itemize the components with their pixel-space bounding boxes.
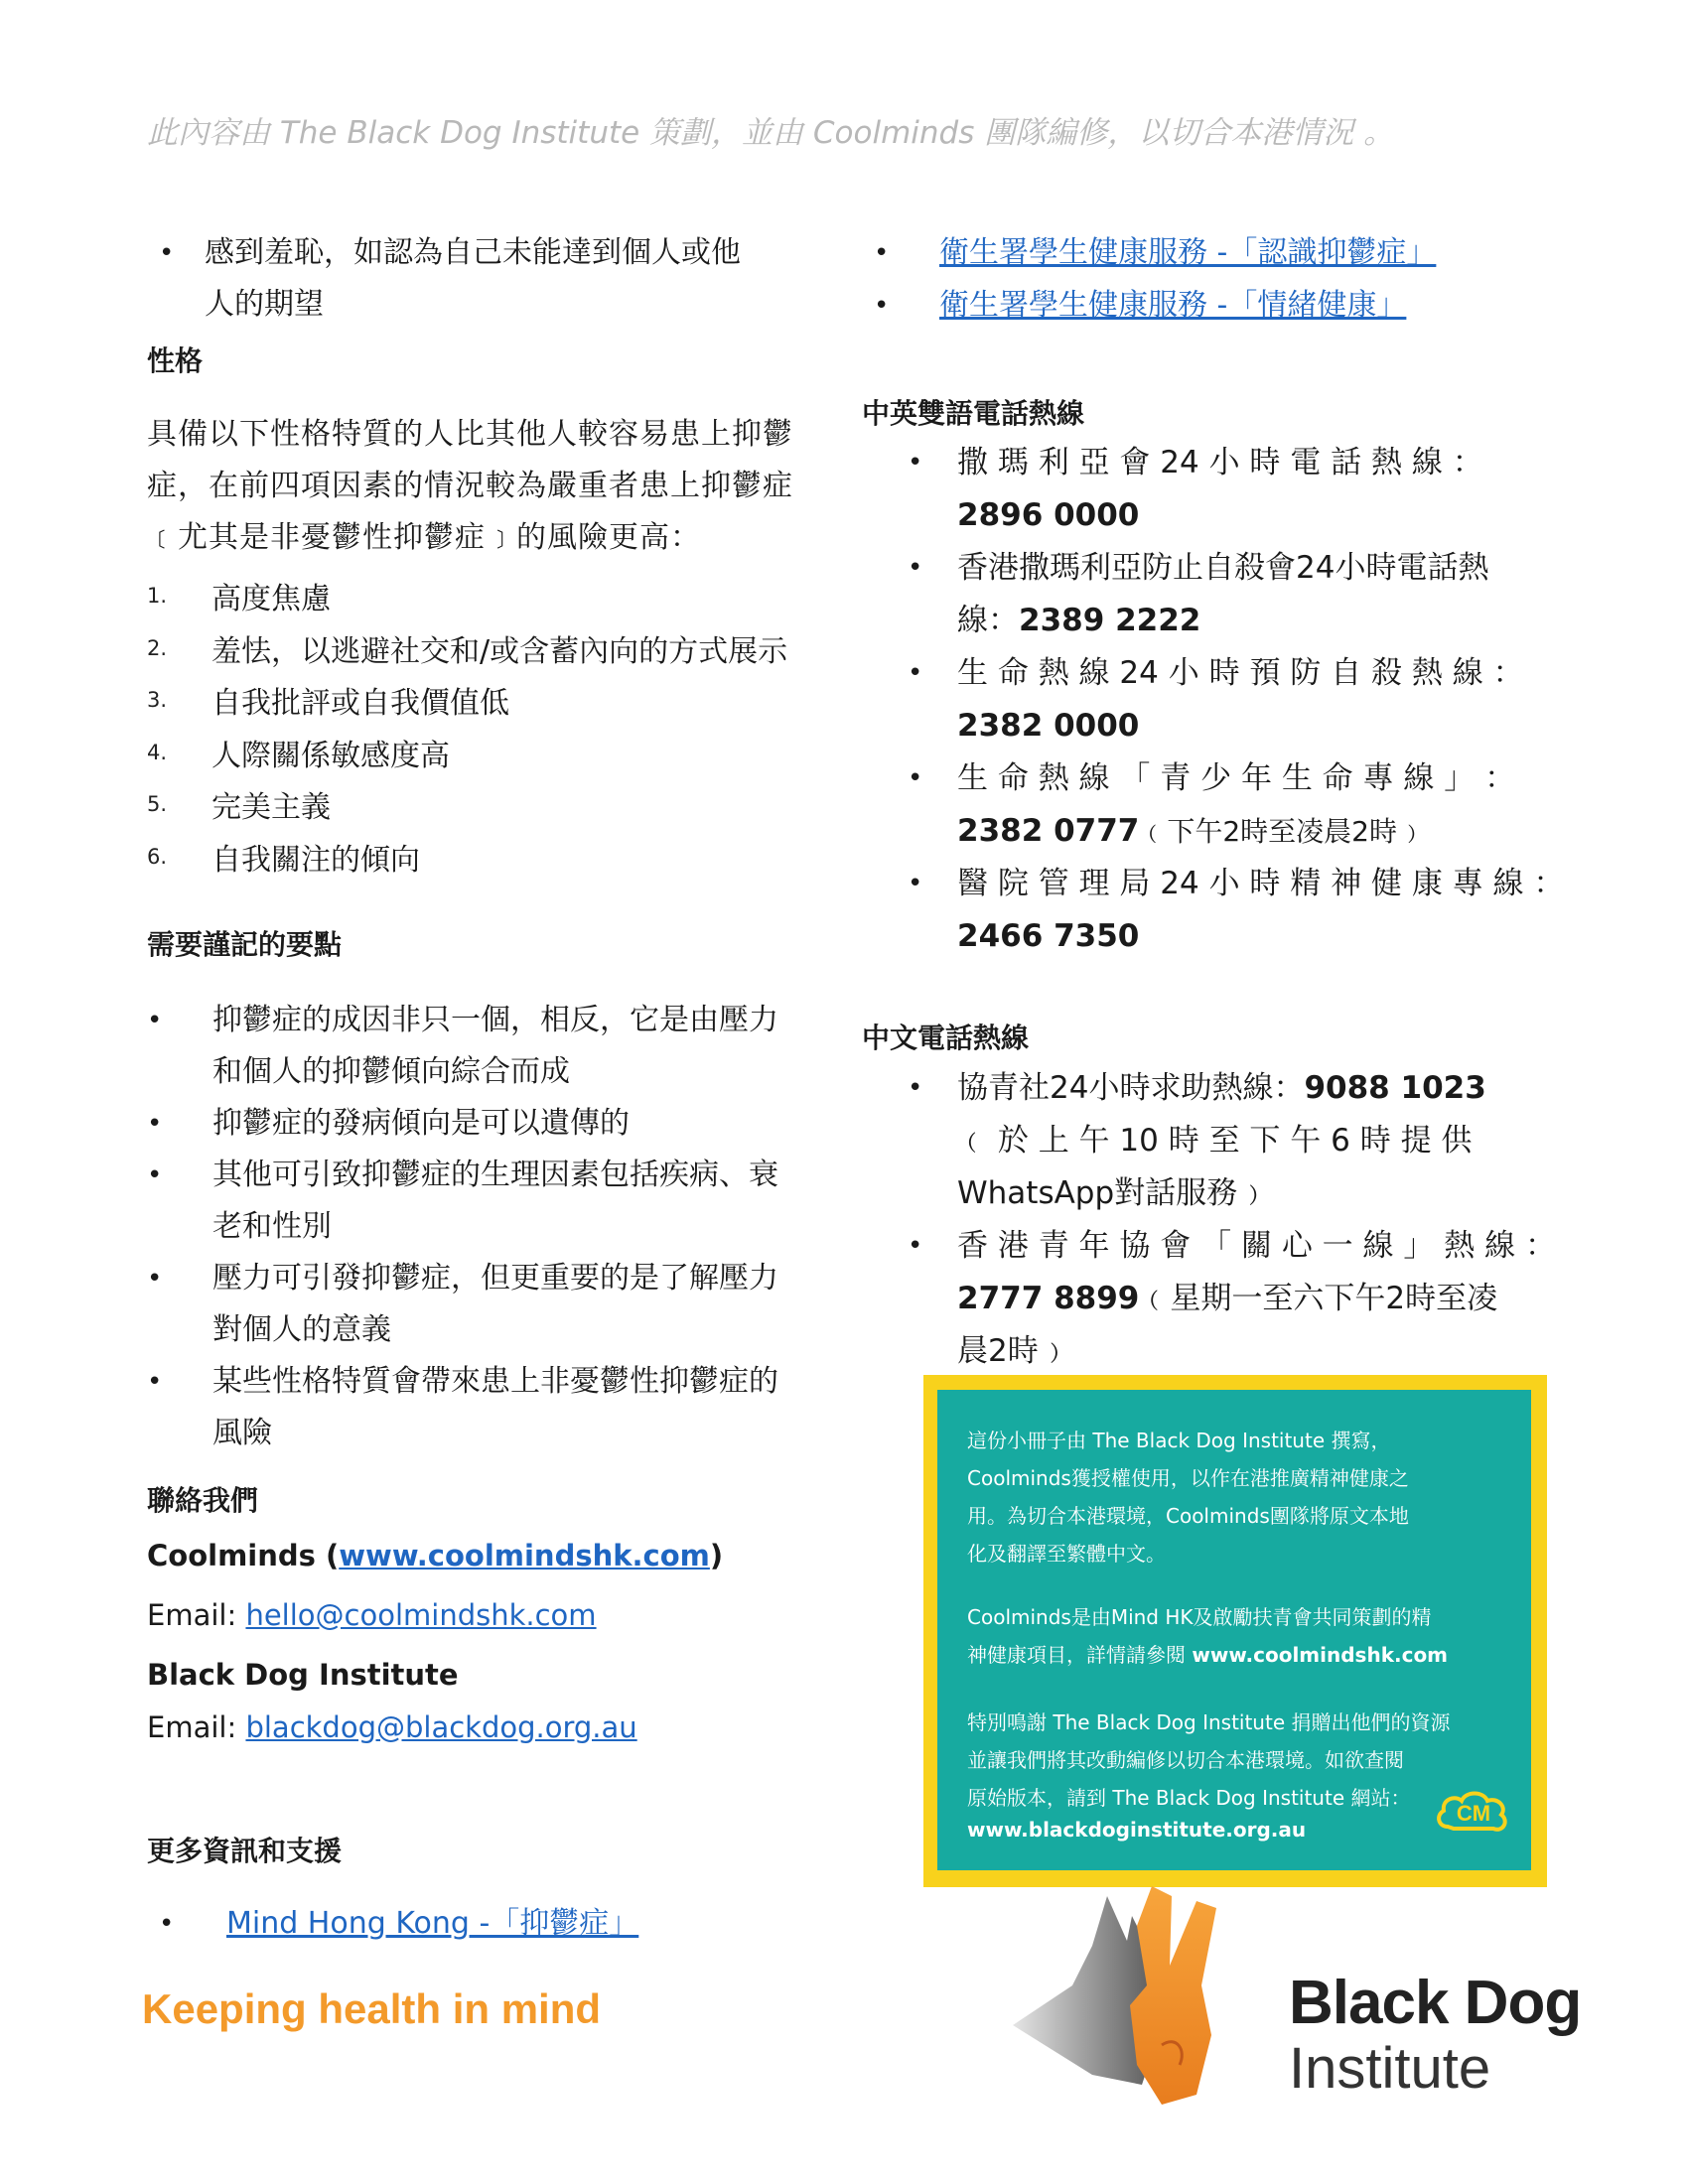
hotline-number: 9088 1023 xyxy=(1304,1070,1486,1106)
bullet-icon: • xyxy=(147,1367,163,1397)
hotline-name: 撒 瑪 利 亞 會 24 小 時 電 話 熱 線 ： xyxy=(957,445,1483,480)
list-number: 1. xyxy=(147,584,168,608)
box-line: 並讓我們將其改動編修以切合本港環境。如欲查閱 xyxy=(967,1748,1404,1772)
list-item-continuation: 對個人的意義 xyxy=(212,1312,391,1347)
coolminds-email-link[interactable]: hello@coolmindshk.com xyxy=(245,1598,597,1632)
hotline-number-row xyxy=(957,1273,1497,1325)
hotline-note: ﹙ 於 上 午 10 時 至 下 午 6 時 提 供 xyxy=(957,1123,1473,1159)
box-line: Coolminds獲授權使用，以作在港推廣精神健康之 xyxy=(967,1466,1409,1490)
section-heading-bilingual-hotlines: 中英雙語電話熱線 xyxy=(862,397,1085,430)
bdi-label xyxy=(147,1658,459,1692)
email-label: Email: xyxy=(147,1710,246,1744)
list-item-text: 高度焦慮 xyxy=(211,582,331,616)
box-line xyxy=(967,1811,1306,1848)
box-line: Coolminds是由Mind HK及啟勵扶青會共同策劃的精 xyxy=(967,1605,1432,1629)
list-item-continuation: 人的期望 xyxy=(205,287,324,322)
list-number: 5. xyxy=(147,792,168,816)
box-bdi-url[interactable]: www.blackdoginstitute.org.au xyxy=(967,1818,1307,1842)
list-item-continuation: 老和性別 xyxy=(212,1209,332,1244)
bullet-icon: • xyxy=(874,291,890,321)
bullet-icon: • xyxy=(908,869,923,898)
section-heading-chinese-hotlines: 中文電話熱線 xyxy=(862,1022,1030,1054)
bullet-icon: • xyxy=(159,238,175,268)
bdi-email-row xyxy=(147,1710,637,1744)
hotline-note: WhatsApp對話服務﹚ xyxy=(957,1175,1269,1211)
paragraph-line: ﹝尤其是非憂鬱性抑鬱症﹞的風險更高： xyxy=(147,520,701,555)
hotline-number-row xyxy=(957,595,1200,647)
list-item-continuation: 和個人的抑鬱傾向綜合而成 xyxy=(212,1054,570,1089)
bullet-icon: • xyxy=(147,1264,163,1294)
list-item-text: 某些性格特質會帶來患上非憂鬱性抑鬱症的 xyxy=(212,1364,778,1399)
hotline-number: 2777 8899 xyxy=(957,1281,1140,1316)
box-text: 神健康項目，詳情請參閱 xyxy=(967,1643,1193,1667)
bullet-icon: • xyxy=(908,1231,923,1261)
list-item-text: 自我關注的傾向 xyxy=(211,843,420,878)
box-line: 原始版本，請到 The Black Dog Institute 網站： xyxy=(967,1786,1411,1810)
hotline-number: 2896 0000 xyxy=(957,497,1140,533)
box-line: 特別鳴謝 The Black Dog Institute 捐贈出他們的資源 xyxy=(967,1710,1451,1734)
list-item-text: 自我批評或自我價值低 xyxy=(211,686,509,721)
list-number: 2. xyxy=(147,636,168,660)
hotline-name-row xyxy=(957,1062,1486,1115)
hotline-number: 2382 0000 xyxy=(957,708,1140,744)
black-dog-logo-icon xyxy=(1013,1886,1271,2115)
list-item-text: 其他可引致抑鬱症的生理因素包括疾病、衰 xyxy=(212,1158,778,1192)
hotline-name: 香 港 青 年 協 會 「 關 心 一 線 」 熱 線 ： xyxy=(957,1228,1556,1264)
list-item-text: 抑鬱症的發病傾向是可以遺傳的 xyxy=(212,1106,630,1141)
coolminds-close-paren: ) xyxy=(709,1539,724,1572)
box-line: 用。為切合本港環境，Coolminds團隊將原文本地 xyxy=(967,1504,1409,1528)
list-number: 6. xyxy=(147,845,168,869)
bullet-icon: • xyxy=(908,1073,923,1103)
list-item-text: 壓力可引發抑鬱症，但更重要的是了解壓力 xyxy=(212,1261,778,1296)
bdi-label-text: Black Dog Institute xyxy=(147,1658,459,1692)
logo-wordmark-line2: Institute xyxy=(1289,2036,1491,2101)
hotline-number: 2466 7350 xyxy=(957,918,1140,954)
email-label: Email: xyxy=(147,1598,246,1632)
paragraph-line: 症，在前四項因素的情況較為嚴重者患上抑鬱症 xyxy=(147,469,793,503)
hotline-number: 2382 0777 xyxy=(957,813,1140,849)
section-heading-contact: 聯絡我們 xyxy=(147,1484,259,1517)
coolminds-email-row xyxy=(147,1598,597,1632)
coolminds-website-link[interactable]: www.coolmindshk.com xyxy=(339,1539,710,1572)
list-number: 3. xyxy=(147,688,168,712)
box-line: 這份小冊子由 The Black Dog Institute 撰寫， xyxy=(967,1429,1391,1452)
hotline-number-row xyxy=(957,805,1425,858)
logo-wordmark-line1: Black Dog xyxy=(1289,1969,1582,2037)
coolminds-label: Coolminds ( xyxy=(147,1539,340,1572)
section-heading-more-info: 更多資訊和支援 xyxy=(147,1835,343,1867)
mind-hk-link[interactable]: Mind Hong Kong -「抑鬱症」 xyxy=(226,1906,639,1941)
dh-depression-link[interactable]: 衛生署學生健康服務 -「認識抑鬱症」 xyxy=(939,235,1437,270)
bullet-icon: • xyxy=(908,553,923,583)
bullet-icon: • xyxy=(159,1909,175,1939)
list-item-text: 羞怯，以逃避社交和/或含蓄內向的方式展示 xyxy=(211,634,788,669)
info-box xyxy=(937,1390,1531,1870)
hotline-hours: ﹙星期一至六下午2時至凌 xyxy=(1139,1281,1498,1316)
bullet-icon: • xyxy=(147,1109,163,1139)
dh-emotional-health-link[interactable]: 衛生署學生健康服務 -「情緒健康」 xyxy=(939,288,1407,323)
list-item-text: 人際關係敏感度高 xyxy=(211,739,450,773)
list-item-continuation: 風險 xyxy=(212,1416,272,1450)
hotline-hours: 晨2時﹚ xyxy=(957,1333,1069,1369)
list-number: 4. xyxy=(147,741,168,764)
box-coolminds-url[interactable]: www.coolmindshk.com xyxy=(1192,1643,1449,1667)
hotline-name: 協青社24小時求助熱線： xyxy=(957,1070,1305,1106)
hotline-name: 醫 院 管 理 局 24 小 時 精 神 健 康 專 線 ： xyxy=(957,866,1565,901)
section-heading-personality: 性格 xyxy=(147,344,204,377)
list-item-text: 抑鬱症的成因非只一個，相反，它是由壓力 xyxy=(212,1003,778,1037)
hotline-number: 2389 2222 xyxy=(1019,603,1201,638)
box-line xyxy=(967,1636,1448,1674)
footer-slogan: Keeping health in mind xyxy=(142,1985,602,2032)
hotline-name: 生 命 熱 線 24 小 時 預 防 自 殺 熱 線 ： xyxy=(957,655,1524,691)
hotline-prefix: 線： xyxy=(957,603,1019,638)
bullet-icon: • xyxy=(908,448,923,478)
coolminds-logo-icon xyxy=(1434,1783,1513,1841)
list-item-text: 完美主義 xyxy=(211,790,331,825)
hotline-name: 香港撒瑪利亞防止自殺會24小時電話熱 xyxy=(957,550,1489,586)
hotline-hours: ﹙下午2時至凌晨2時﹚ xyxy=(1139,815,1425,848)
bullet-icon: • xyxy=(908,763,923,793)
list-item-text: 感到羞恥，如認為自己未能達到個人或他 xyxy=(205,235,741,270)
paragraph-line: 具備以下性格特質的人比其他人較容易患上抑鬱 xyxy=(147,417,793,452)
bullet-icon: • xyxy=(147,1160,163,1190)
coolminds-contact xyxy=(147,1539,723,1572)
header-note: 此內容由 The Black Dog Institute 策劃，並由 Coolminds 團隊編修，以切合本港情況 。 xyxy=(147,115,1395,151)
bullet-icon: • xyxy=(908,658,923,688)
bullet-icon: • xyxy=(874,238,890,268)
bullet-icon: • xyxy=(147,1006,163,1035)
bdi-email-link[interactable]: blackdog@blackdog.org.au xyxy=(245,1710,637,1744)
box-line: 化及翻譯至繁體中文。 xyxy=(967,1542,1166,1566)
section-heading-keypoints: 需要謹記的要點 xyxy=(147,928,343,961)
cm-logo-text: CM xyxy=(1456,1801,1491,1826)
hotline-name: 生 命 熱 線 「 青 少 年 生 命 專 線 」 ： xyxy=(957,760,1516,796)
